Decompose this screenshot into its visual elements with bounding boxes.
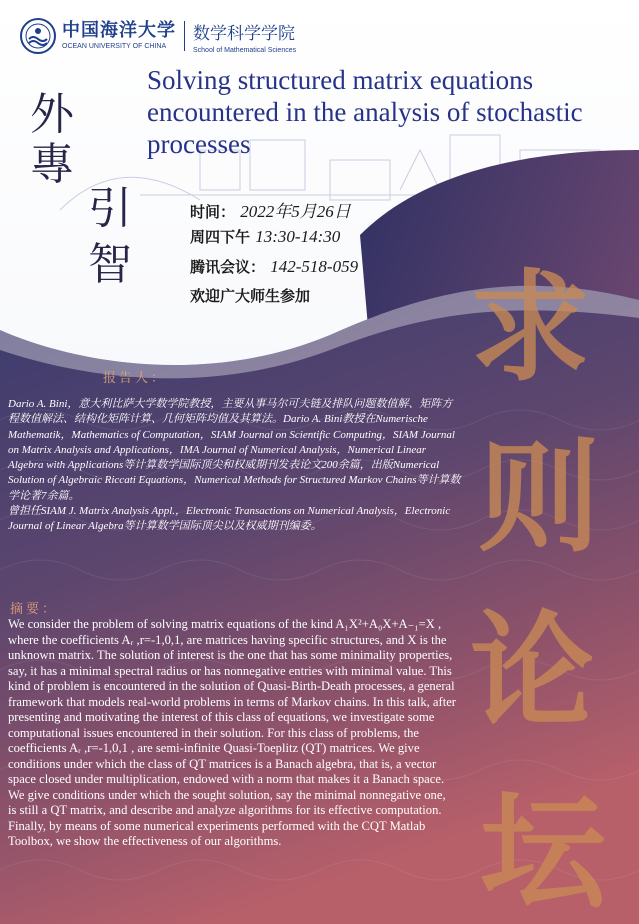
abstract-text: We consider the problem of solving matrix equations of the kind A₁X²+A₀X+A₋₁=X , where the coefficients Aᵣ ,r=-1,0,1, are matrices having specific structures, and X is the unknown matrix. The solution of interest is the one that has some minimality properties, say, it has a minimal spectral radius or has nonnegative entries with minimal value. This kind of problem is encountered in the solution of Quasi-Birth-Death processes, a general framework that models real-world problems in terms of Markov chains. In this talk, after presenting and motivating the interest of this class of equations, we investigate some computational issues encountered in their solution. For this class of problems, the coefficients Aᵣ ,r=-1,0,1 , are semi-infinite Quasi-Toeplitz (QT) matrices. We give conditions under which the class of QT matrices is a Banach algebra, that is, a vector space closed under multiplication, endowed with a norm that makes it a Banach space. We give conditions under which the sought solution, say the minimal nonnegative one, is still a QT matrix, and describe and analyze algorithms for its effective computation. Finally, by means of some numerical experiments performed with the CQT Matlab Toolbox, we show the effectiveness of our algorithms. <box>8 617 457 848</box>
meeting-label: 腾讯会议： <box>190 258 266 276</box>
talk-day <box>190 226 340 247</box>
calligraphy-big-char: 论 <box>470 599 595 744</box>
university-name-en: OCEAN UNIVERSITY OF CHINA <box>62 43 167 50</box>
talk-time <box>190 197 351 222</box>
talk-title-line: encountered in the analysis of stochastic <box>147 97 583 127</box>
talk-meeting <box>190 256 358 277</box>
time-value: 2022年5月26日 <box>240 202 351 221</box>
university-logo-icon <box>20 18 56 54</box>
speaker-label: 报告人： <box>103 371 168 386</box>
header <box>20 14 296 58</box>
calligraphy-char: 智 <box>88 239 132 290</box>
school-name <box>193 19 296 54</box>
talk-title <box>147 64 639 160</box>
header-divider <box>184 21 185 51</box>
abstract-body <box>8 617 456 850</box>
calligraphy-char: 引 <box>88 183 132 234</box>
time-label: 时间： <box>190 203 236 221</box>
talk-title-line: processes <box>147 129 251 159</box>
calligraphy-char: 專 <box>30 139 74 190</box>
meeting-value: 142-518-059 <box>270 257 359 276</box>
calligraphy-big-char: 求 <box>470 257 590 398</box>
abstract-label: 摘要： <box>10 602 59 617</box>
calligraphy-big-char: 坛 <box>480 778 606 924</box>
talk-title-line: Solving structured matrix equations <box>147 65 534 95</box>
university-name <box>62 22 176 50</box>
school-name-en: School of Mathematical Sciences <box>193 46 297 54</box>
speaker-bio <box>8 397 463 535</box>
day-label: 周四下午 <box>190 228 251 246</box>
day-value: 13:30-14:30 <box>255 227 341 246</box>
speaker-bio-text-2: 曾担任SIAM J. Matrix Analysis Appl.，Electronic Transactions on Numerical Analysis，Electronic Journal of Linear Algebra等计算数学国际顶尖以及权威期刊编委。 <box>8 505 451 533</box>
school-name-cn: 数学科学学院 <box>193 23 295 44</box>
welcome-text: 欢迎广大师生参加 <box>190 287 311 305</box>
university-name-cn: 中国海洋大学 <box>62 20 176 41</box>
calligraphy-big-char: 则 <box>478 425 600 569</box>
speaker-bio-text: Dario A. Bini，意大利比萨大学数学院教授，主要从事马尔可夫链及排队问题数值解、矩阵方程数值解法、结构化矩阵计算、几何矩阵均值及其算法。Dario A. Bini教授在Numerische Mathematik，Mathematics of Computation，SIAM Journal on Scientific Computing，SIAM Journal on Matrix Analysis and Applications，IMA Journal of Numerical Analysis，Numerical Linear Algebra with Applications等计算数学国际顶尖和权威期刊发表论文200余篇，出版Numerical Solution of Algebraic Riccati Equations，Numerical Methods for Structured Markov Chains等计算数学论著7余篇。 <box>8 398 461 502</box>
calligraphy-char: 外 <box>30 89 74 140</box>
